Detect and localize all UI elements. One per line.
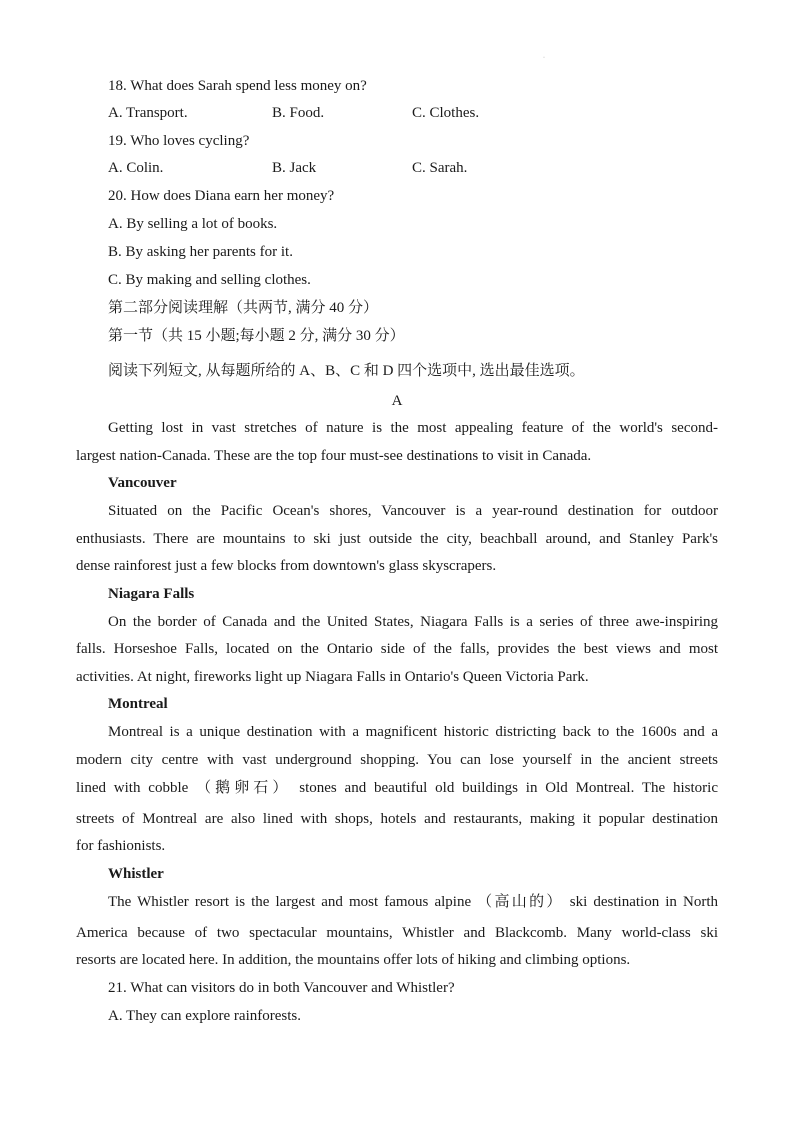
question-19: 19. Who loves cycling? — [108, 133, 250, 149]
niagara-line-1: On the border of Canada and the United States, Niagara Falls is a series of three awe-inspiring — [108, 614, 718, 630]
whistler-line-1: The Whistler resort is the largest and most famous alpine （高山的） ski destination in North — [108, 894, 718, 910]
option-a: A. Colin. — [108, 160, 164, 176]
niagara-line-3: activities. At night, fireworks light up Niagara Falls in Ontario's Queen Victoria Park. — [76, 669, 589, 685]
question-21: 21. What can visitors do in both Vancouver and Whistler? — [108, 980, 455, 996]
option-c: C. Clothes. — [412, 105, 480, 121]
whistler-line-3: resorts are located here. In addition, the mountains offer lots of hiking and climbing options. — [76, 952, 631, 968]
option-c: C. Sarah. — [412, 160, 468, 176]
part-title: 第二部分阅读理解（共两节, 满分 40 分） — [108, 300, 379, 316]
option-b: B. Jack — [272, 160, 317, 176]
niagara-line-2: falls. Horseshoe Falls, located on the Ontario side of the falls, provides the best views and most — [76, 641, 718, 657]
option-a: A. Transport. — [108, 105, 188, 121]
page-mark: · — [543, 55, 545, 61]
vancouver-line-1: Situated on the Pacific Ocean's shores, Vancouver is a year-round destination for outdoor — [108, 503, 718, 519]
heading-whistler: Whistler — [108, 866, 164, 882]
heading-montreal: Montreal — [108, 696, 168, 712]
option-a: A. By selling a lot of books. — [108, 216, 278, 232]
intro-line-1: Getting lost in vast stretches of nature is the most appealing feature of the world's second- — [108, 420, 718, 436]
option-a: A. They can explore rainforests. — [108, 1008, 301, 1024]
option-b: B. Food. — [272, 105, 325, 121]
montreal-line-5: for fashionists. — [76, 838, 166, 854]
question-20: 20. How does Diana earn her money? — [108, 188, 335, 204]
question-18-options — [108, 103, 708, 123]
option-b: B. By asking her parents for it. — [108, 244, 293, 260]
question-19-options — [108, 158, 708, 178]
passage-label: A — [391, 393, 403, 409]
montreal-line-3: lined with cobble （鹅卵石） stones and beautiful old buildings in Old Montreal. The historic — [76, 780, 718, 796]
montreal-line-4: streets of Montreal are also lined with shops, hotels and restaurants, making it popular destination — [76, 811, 718, 827]
instruction: 阅读下列短文, 从每题所给的 A、B、C 和 D 四个选项中, 选出最佳选项。 — [108, 363, 585, 379]
question-18: 18. What does Sarah spend less money on? — [108, 78, 367, 94]
vancouver-line-3: dense rainforest just a few blocks from downtown's glass skyscrapers. — [76, 558, 497, 574]
montreal-line-1: Montreal is a unique destination with a magnificent historic districting back to the 1600s and a — [108, 724, 718, 740]
subsection-title: 第一节（共 15 小题;每小题 2 分, 满分 30 分） — [108, 328, 405, 344]
intro-line-2: largest nation-Canada. These are the top four must-see destinations to visit in Canada. — [76, 448, 592, 464]
option-c: C. By making and selling clothes. — [108, 272, 311, 288]
whistler-line-2: America because of two spectacular mountains, Whistler and Blackcomb. Many world-class ski — [76, 925, 718, 941]
vancouver-line-2: enthusiasts. There are mountains to ski just outside the city, beachball around, and Stanley Park's — [76, 531, 718, 547]
heading-vancouver: Vancouver — [108, 475, 177, 491]
heading-niagara-falls: Niagara Falls — [108, 586, 195, 602]
montreal-line-2: modern city centre with vast underground shopping. You can lose yourself in the ancient streets — [76, 752, 718, 768]
